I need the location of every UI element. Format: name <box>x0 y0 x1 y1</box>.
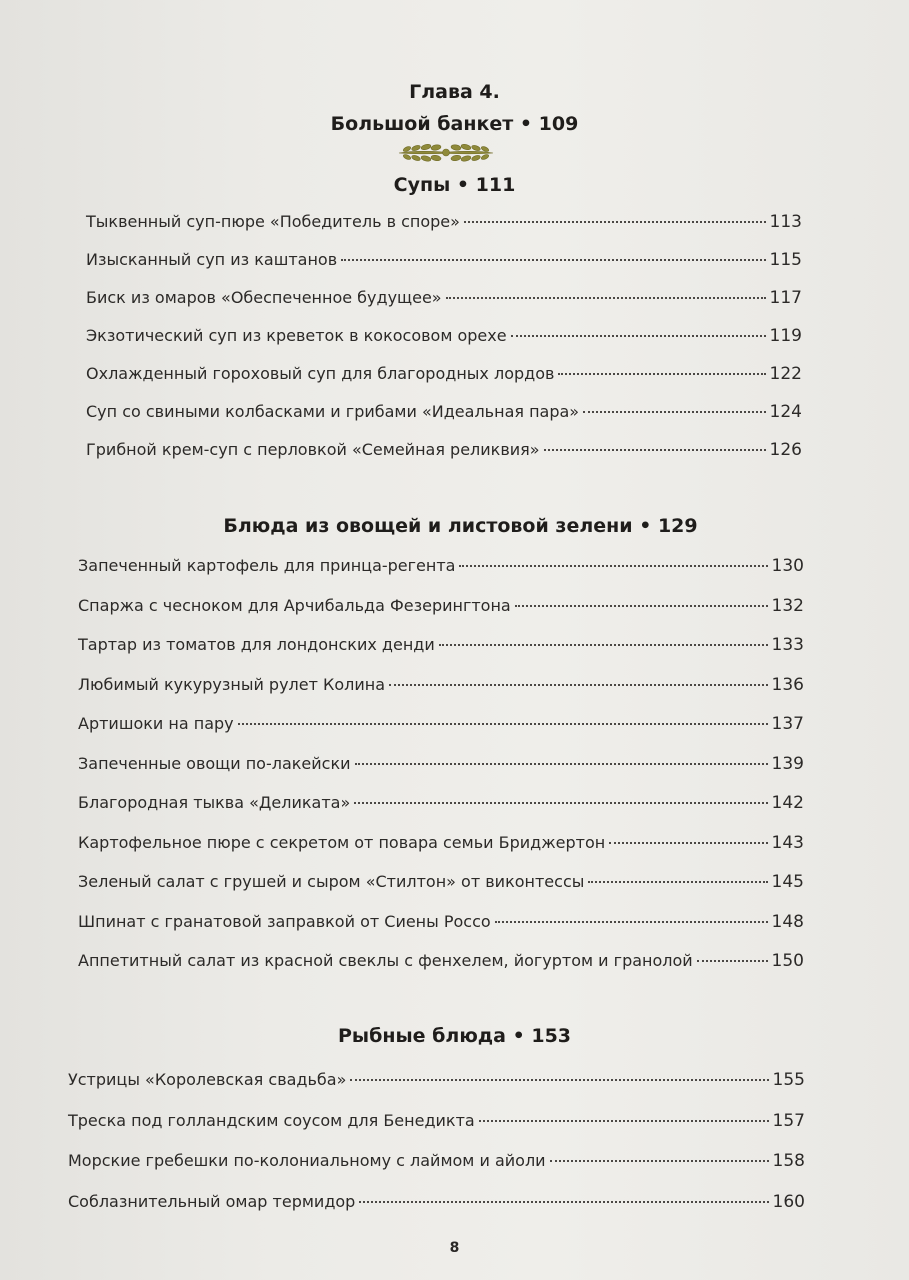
laurel-divider-icon <box>397 140 495 164</box>
dot-leader <box>495 921 768 923</box>
toc-entry-page: 145 <box>771 872 804 892</box>
toc-entry-page: 137 <box>771 714 804 734</box>
chapter-label: Глава 4. <box>409 81 500 103</box>
toc-entry-title: Грибной крем-суп с перловкой «Семейная реликвия» <box>86 440 540 459</box>
dot-leader <box>697 960 768 962</box>
toc-entry-title: Охлажденный гороховый суп для благородных лордов <box>86 364 555 383</box>
toc-entry <box>68 1070 805 1111</box>
toc-entry <box>68 1111 805 1152</box>
dot-leader <box>515 605 768 607</box>
toc-entry-page: 124 <box>769 402 802 422</box>
toc-entry-page: 139 <box>771 753 804 774</box>
toc-entry-title: Изысканный суп из каштанов <box>86 250 338 269</box>
toc-entry-page: 130 <box>771 556 804 576</box>
toc-entry <box>78 912 804 952</box>
toc-entry-title: Картофельное пюре с секретом от повара семьи Бриджертон <box>78 832 606 852</box>
dot-leader <box>355 763 768 765</box>
dot-leader <box>558 373 765 375</box>
toc-entry-title: Спаржа с чесноком для Арчибальда Фезерингтона <box>78 595 511 615</box>
dot-leader <box>341 259 765 261</box>
toc-entry-title: Тыквенный суп-пюре «Победитель в споре» <box>86 212 460 231</box>
toc-entry <box>86 402 802 440</box>
toc-entry-title: Экзотический суп из креветок в кокосовом орехе <box>86 326 507 345</box>
dot-leader <box>609 842 767 844</box>
toc-entry-title: Соблазнительный омар термидор <box>68 1191 356 1211</box>
toc-entry-title: Морские гребешки по-колониальному с лаймом и айоли <box>68 1151 546 1170</box>
toc-entry-title: Любимый кукурузный рулет Колина <box>78 674 386 694</box>
toc-entry-page: 119 <box>769 326 802 346</box>
chapter-title: Большой банкет • 109 <box>330 113 579 135</box>
page-number: 8 <box>449 1240 460 1256</box>
toc-entry <box>78 635 804 675</box>
dot-leader <box>583 411 765 413</box>
toc-entry-title: Биск из омаров «Обеспеченное будущее» <box>86 288 442 307</box>
toc-entry-page: 150 <box>771 951 804 971</box>
dot-leader <box>550 1160 769 1162</box>
toc-entry-page: 136 <box>771 674 804 695</box>
dot-leader <box>446 297 766 299</box>
toc-list-soups <box>86 212 802 478</box>
dot-leader <box>354 802 767 804</box>
toc-entry <box>78 596 804 636</box>
toc-entry-page: 155 <box>772 1070 805 1090</box>
dot-leader <box>459 565 767 567</box>
chapter-header <box>0 76 909 140</box>
toc-entry-title: Шпинат с гранатовой заправкой от Сиены Россо <box>78 911 491 931</box>
toc-entry-page: 143 <box>771 832 804 853</box>
toc-entry <box>78 714 804 754</box>
toc-entry-page: 117 <box>769 288 802 308</box>
toc-entry <box>86 440 802 478</box>
toc-entry-title: Аппетитный салат из красной свеклы с фенхелем, йогуртом и гранолой <box>78 951 693 970</box>
toc-entry-page: 157 <box>772 1110 805 1131</box>
dot-leader <box>238 723 768 725</box>
toc-entry-page: 113 <box>769 212 802 232</box>
toc-entry <box>78 556 804 596</box>
toc-entry-page: 133 <box>771 635 804 655</box>
toc-entry <box>78 833 804 873</box>
toc-entry-page: 158 <box>772 1151 805 1171</box>
toc-entry-page: 148 <box>771 911 804 932</box>
toc-entry-title: Треска под голландским соусом для Бенедикта <box>68 1110 475 1130</box>
dot-leader <box>544 449 766 451</box>
toc-entry-title: Запеченные овощи по-лакейски <box>78 753 351 773</box>
toc-entry-page: 126 <box>769 440 802 460</box>
toc-entry-title: Тартар из томатов для лондонских денди <box>78 635 435 654</box>
dot-leader <box>359 1201 768 1203</box>
toc-entry-title: Зеленый салат с грушей и сыром «Стилтон» от виконтессы <box>78 872 585 891</box>
toc-entry <box>86 250 802 288</box>
toc-entry <box>78 754 804 794</box>
toc-entry <box>78 872 804 912</box>
toc-entry-title: Устрицы «Королевская свадьба» <box>68 1070 347 1089</box>
toc-entry-title: Запеченный картофель для принца-регента <box>78 556 456 575</box>
dot-leader <box>439 644 768 646</box>
toc-entry <box>68 1151 805 1192</box>
toc-entry <box>86 288 802 326</box>
toc-list-vegetables <box>78 556 804 991</box>
toc-entry <box>78 675 804 715</box>
toc-entry-title: Суп со свиными колбасками и грибами «Идеальная пара» <box>86 402 580 421</box>
dot-leader <box>588 881 767 883</box>
toc-entry <box>86 364 802 402</box>
section-heading-soups: Супы • 111 <box>393 174 516 196</box>
dot-leader <box>350 1079 768 1081</box>
toc-entry-title: Артишоки на пару <box>78 714 234 733</box>
toc-entry-title: Благородная тыква «Деликата» <box>78 793 351 812</box>
toc-entry-page: 132 <box>771 595 804 616</box>
toc-entry-page: 115 <box>769 250 802 270</box>
dot-leader <box>479 1120 769 1122</box>
dot-leader <box>389 684 767 686</box>
dot-leader <box>511 335 766 337</box>
toc-entry <box>78 793 804 833</box>
dot-leader <box>464 221 766 223</box>
section-heading-vegetables: Блюда из овощей и листовой зелени • 129 <box>223 515 698 537</box>
toc-entry-page: 160 <box>772 1191 805 1212</box>
toc-entry <box>86 212 802 250</box>
toc-entry <box>68 1192 805 1233</box>
toc-entry-page: 142 <box>771 793 804 813</box>
toc-list-fish <box>68 1070 805 1232</box>
section-heading-fish: Рыбные блюда • 153 <box>337 1025 572 1047</box>
toc-entry-page: 122 <box>769 364 802 384</box>
toc-entry <box>86 326 802 364</box>
toc-entry <box>78 951 804 991</box>
